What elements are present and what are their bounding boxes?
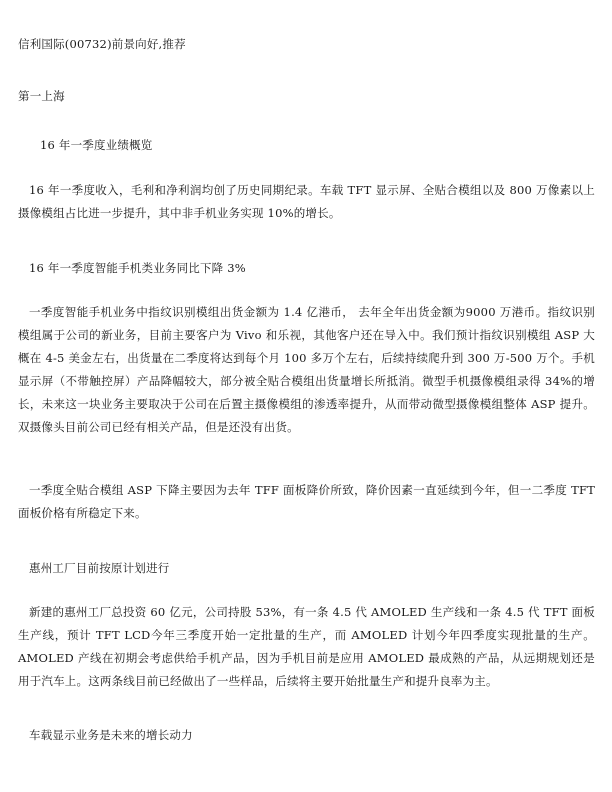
document-title: 信利国际(00732)前景向好,推荐: [18, 37, 186, 51]
paragraph-huizhou-factory: 新建的惠州工厂总投资 60 亿元，公司持股 53%，有一条 4.5 代 AMOLED 生产线和一条 4.5 代 TFT 面板生产线，预计 TFT LCD今年三季度开始一定批量的生产，而 AMOLED 计划今年四季度实现批量的生产。AMOLED 产线在初期会考虑供给手机产品，因为手机目前是应用 AMOLED 最成熟的产品，从远期规划还是用于汽车上。这两条线目前已经做出了一些样品，后续将主要开始批量生产和提升良率为主。: [18, 605, 595, 688]
paragraph-asp: 一季度全贴合模组 ASP 下降主要因为去年 TFF 面板降价所致，降价因素一直延续到今年，但一二季度 TFT 面板价格有所稳定下来。: [18, 483, 595, 520]
section-heading-q1: 16 年一季度业绩概览: [40, 138, 153, 152]
paragraph-phone-business: 一季度智能手机业务中指纹识别模组出货金额为 1.4 亿港币， 去年全年出货金额为9000 万港币。指纹识别模组属于公司的新业务，目前主要客户为 Vivo 和乐视，其他客户还在导入中。我们预计指纹识别模组 ASP 大概在 4-5 美金左右，出货量在二季度将达到每个月 100 多万个左右，后续持续爬升到 300 万-500 万个。手机显示屏（不带触控屏）产品降幅较大，部分被全贴合模组出货量增长所抵消。微型手机摄像模组录得 34%的增长，未来这一块业务主要取决于公司在后置主摄像模组的渗透率提升，从而带动微型摄像模组整体 ASP 提升。双摄像头目前公司已经有相关产品，但是还没有出货。: [18, 305, 595, 434]
paragraph-q1-overview: 16 年一季度收入，毛利和净利润均创了历史同期纪录。车载 TFT 显示屏、全贴合模组以及 800 万像素以上摄像模组占比进一步提升，其中非手机业务实现 10%的增长。: [18, 183, 595, 220]
section-heading-auto: 车载显示业务是未来的增长动力: [29, 728, 193, 742]
document-source: 第一上海: [18, 89, 65, 103]
section-heading-huizhou: 惠州工厂目前按原计划进行: [29, 561, 170, 575]
section-heading-phone: 16 年一季度智能手机类业务同比下降 3%: [29, 261, 246, 275]
